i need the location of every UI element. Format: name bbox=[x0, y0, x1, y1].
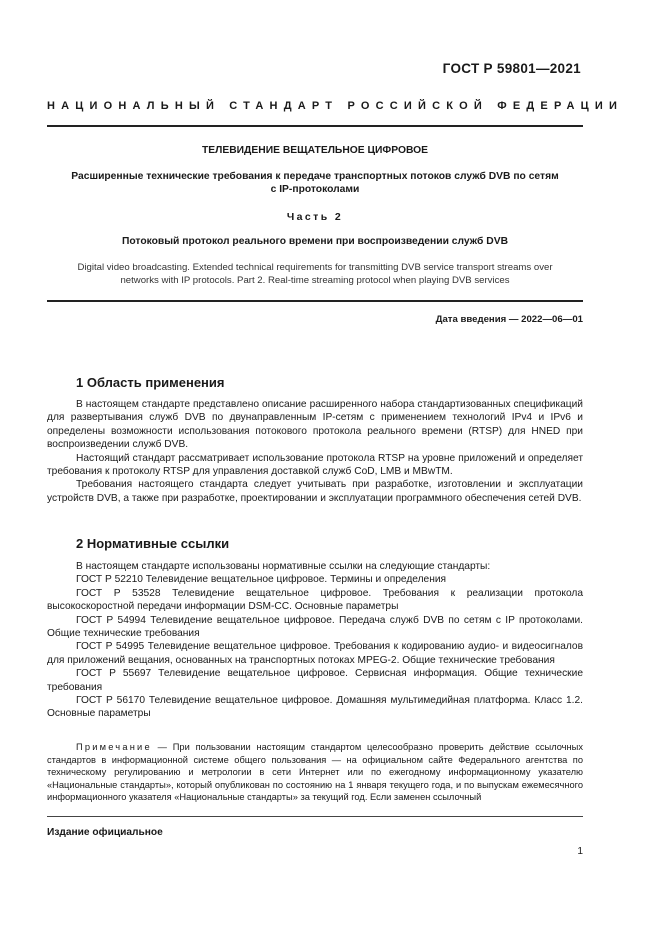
note-text: — При пользовании настоящим стандартом целесообразно проверить действие ссылочных стандартов в информационной системе общего пользования — на официальном сайте Федерального агентства по техническому регулированию и метрологии в сети Интернет или по ежегодному информационному указателю «Национальные стандарты», который опубликован по состоянию на 1 января текущего года, и по выпускам ежемесячного информационного указателя «Национальные стандарты» за текущий год. Если заменен ссылочный bbox=[47, 742, 583, 803]
reference-item: ГОСТ Р 54994 Телевидение вещательное цифровое. Передача служб DVB по сетям с IP протоколами. Общие технические требования bbox=[47, 614, 583, 640]
footer-rule bbox=[47, 816, 583, 817]
title-bottom-rule bbox=[47, 300, 583, 302]
official-edition-label: Издание официальное bbox=[47, 827, 163, 838]
paragraph: В настоящем стандарте использованы нормативные ссылки на следующие стандарты: bbox=[76, 561, 491, 572]
part-title: Потоковый протокол реального времени при воспроизведении служб DVB bbox=[121, 236, 509, 247]
subtitle-line-1: Расширенные технические требования к передаче транспортных потоков служб DVB по сетям bbox=[71, 171, 559, 182]
section-1-title: 1 Область применения bbox=[76, 375, 225, 390]
paragraph: Настоящий стандарт рассматривает использование протокола RTSP на уровне приложений и определяет требования к протоколу RTSP для управления доставкой служб CoD, LMB и MBwTM. bbox=[47, 452, 583, 478]
paragraph: В настоящем стандарте представлено описание расширенного набора стандартизованных спецификаций для развертывания служб DVB по двунаправленным IP-сетям с применением технологий IPv4 и IPv6 и определены возможности использования потокового протокола реального времени (RTSP) для HNED при воспроизведении служб DVB. bbox=[47, 399, 583, 451]
reference-item: ГОСТ Р 54995 Телевидение вещательное цифровое. Требования к кодированию аудио- и видеосигналов для приложений вещания, основанных на транспортных потоках MPEG-2. Общие технические требования bbox=[47, 641, 583, 666]
english-title-line-2: networks with IP protocols. Part 2. Real-time streaming protocol when playing DVB services bbox=[120, 275, 510, 286]
reference-item: ГОСТ Р 53528 Телевидение вещательное цифровое. Требования к реализации протокола высокоскоростной передачи информации DSM-CC. Основные параметры bbox=[47, 587, 583, 613]
english-title-line-1: Digital video broadcasting. Extended technical requirements for transmitting DVB service transport streams over bbox=[77, 262, 553, 273]
note-block bbox=[47, 741, 583, 804]
reference-item: ГОСТ Р 52210 Телевидение вещательное цифровое. Термины и определения bbox=[76, 574, 447, 586]
section-2-body bbox=[47, 560, 583, 721]
subtitle-line-2: с IP-протоколами bbox=[270, 184, 360, 195]
part-number: Часть 2 bbox=[286, 211, 344, 223]
document-code: ГОСТ Р 59801—2021 bbox=[442, 61, 581, 76]
page-number: 1 bbox=[577, 846, 583, 857]
note-label: Примечание bbox=[76, 742, 152, 752]
section-1-body bbox=[47, 398, 583, 505]
national-standard-heading: НАЦИОНАЛЬНЫЙ СТАНДАРТ РОССИЙСКОЙ ФЕДЕРАЦИИ bbox=[47, 100, 624, 112]
subtitle bbox=[47, 170, 583, 196]
top-rule bbox=[47, 125, 583, 127]
section-2-title: 2 Нормативные ссылки bbox=[76, 536, 230, 551]
introduction-date: Дата введения — 2022—06—01 bbox=[435, 314, 583, 325]
reference-item: ГОСТ Р 56170 Телевидение вещательное цифровое. Домашняя мультимедийная платформа. Класс 1.2. Основные параметры bbox=[47, 695, 583, 720]
reference-item: ГОСТ Р 55697 Телевидение вещательное цифровое. Сервисная информация. Общие технические требования bbox=[47, 668, 583, 693]
english-title bbox=[47, 261, 583, 287]
main-title: ТЕЛЕВИДЕНИЕ ВЕЩАТЕЛЬНОЕ ЦИФРОВОЕ bbox=[201, 145, 429, 156]
paragraph: Требования настоящего стандарта следует учитывать при разработке, изготовлении и эксплуатации устройств DVB, а также при разработке, проектировании и эксплуатации программного обеспечения сетей DVB. bbox=[47, 479, 583, 504]
